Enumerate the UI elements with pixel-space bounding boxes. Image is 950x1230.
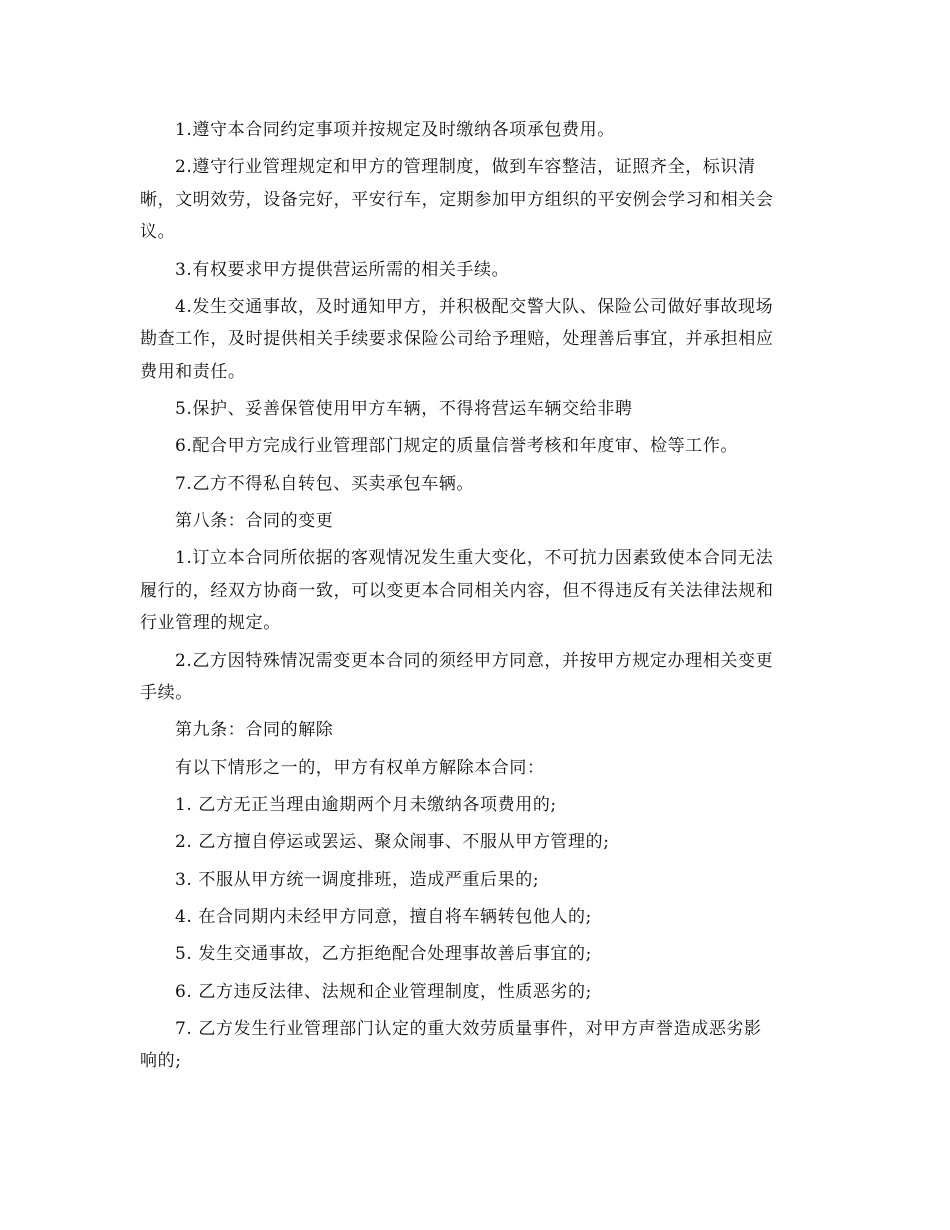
paragraph-line: 1.遵守本合同约定事项并按规定及时缴纳各项承包费用。 [175, 120, 615, 140]
paragraph-p16 [140, 901, 812, 934]
paragraph-line: 4. 在合同期内未经甲方同意，擅自将车辆转包他人的; [175, 906, 592, 927]
paragraph-line: 7. 乙方发生行业管理部门认定的重大效劳质量事件，对甲方声誉造成恶劣影 [175, 1018, 762, 1039]
paragraph-line: 手续。 [140, 683, 193, 704]
paragraph-p7 [140, 468, 812, 501]
paragraph-line: 勘查工作，及时提供相关手续要求保险公司给予理赔，处理善后事宜，并承担相应 [140, 329, 774, 350]
paragraph-line: 6. 乙方违反法律、法规和企业管理制度，性质恶劣的; [175, 981, 592, 1002]
paragraph-line: 7.乙方不得私自转包、买卖承包车辆。 [175, 473, 475, 494]
paragraph-p13 [140, 789, 812, 822]
paragraph-line: 费用和责任。 [140, 361, 246, 382]
paragraph-line: 第八条：合同的变更 [175, 511, 334, 532]
paragraph-line: 6.配合甲方完成行业管理部门规定的质量信誉考核和年度审、检等工作。 [175, 436, 739, 457]
paragraph-p2 [140, 151, 812, 249]
paragraph-p18 [140, 976, 812, 1009]
paragraph-line: 5. 发生交通事故，乙方拒绝配合处理事故善后事宜的; [175, 944, 592, 965]
paragraph-p11 [140, 714, 812, 747]
paragraph-line: 履行的，经双方协商一致，可以变更本合同相关内容，但不得违反有关法律法规和 [140, 580, 774, 601]
paragraph-line: 晰，文明效劳，设备完好，平安行车，定期参加甲方组织的平安例会学习和相关会 [140, 189, 774, 210]
paragraph-p8 [140, 505, 812, 538]
paragraph-line: 响的; [140, 1051, 182, 1072]
paragraph-line: 1.订立本合同所依据的客观情况发生重大变化，不可抗力因素致使本合同无法 [175, 548, 774, 569]
paragraph-line: 2.乙方因特殊情况需变更本合同的须经甲方同意，并按甲方规定办理相关变更 [175, 650, 774, 671]
paragraph-line: 有以下情形之一的，甲方有权单方解除本合同： [175, 757, 545, 778]
paragraph-line: 5.保护、妥善保管使用甲方车辆，不得将营运车辆交给非聘 [175, 399, 633, 420]
paragraph-line: 3.有权要求甲方提供营运所需的相关手续。 [175, 259, 510, 280]
paragraph-p9 [140, 542, 812, 640]
paragraph-line: 2. 乙方擅自停运或罢运、聚众闹事、不服从甲方管理的; [175, 832, 610, 853]
paragraph-line: 4.发生交通事故，及时通知甲方，并积极配交警大队、保险公司做好事故现场 [175, 296, 774, 317]
paragraph-line: 3. 不服从甲方统一调度排班，造成严重后果的; [175, 869, 540, 890]
paragraph-p15 [140, 864, 812, 897]
paragraph-p12 [140, 752, 812, 785]
paragraph-line: 议。 [140, 222, 176, 243]
paragraph-line: 2.遵守行业管理规定和甲方的管理制度，做到车容整洁，证照齐全，标识清 [175, 157, 756, 178]
paragraph-p5 [140, 393, 812, 426]
paragraph-p14 [140, 826, 812, 859]
paragraph-p19 [140, 1013, 812, 1078]
paragraph-p17 [140, 938, 812, 971]
paragraph-p4 [140, 291, 812, 389]
paragraph-p10 [140, 645, 812, 710]
paragraph-p1 [140, 114, 812, 147]
paragraph-line: 第九条：合同的解除 [175, 720, 334, 741]
document-body [140, 114, 812, 1083]
paragraph-p3 [140, 254, 812, 287]
paragraph-p6 [140, 430, 812, 463]
paragraph-line: 1. 乙方无正当理由逾期两个月未缴纳各项费用的; [175, 795, 557, 816]
paragraph-line: 行业管理的规定。 [140, 613, 281, 634]
